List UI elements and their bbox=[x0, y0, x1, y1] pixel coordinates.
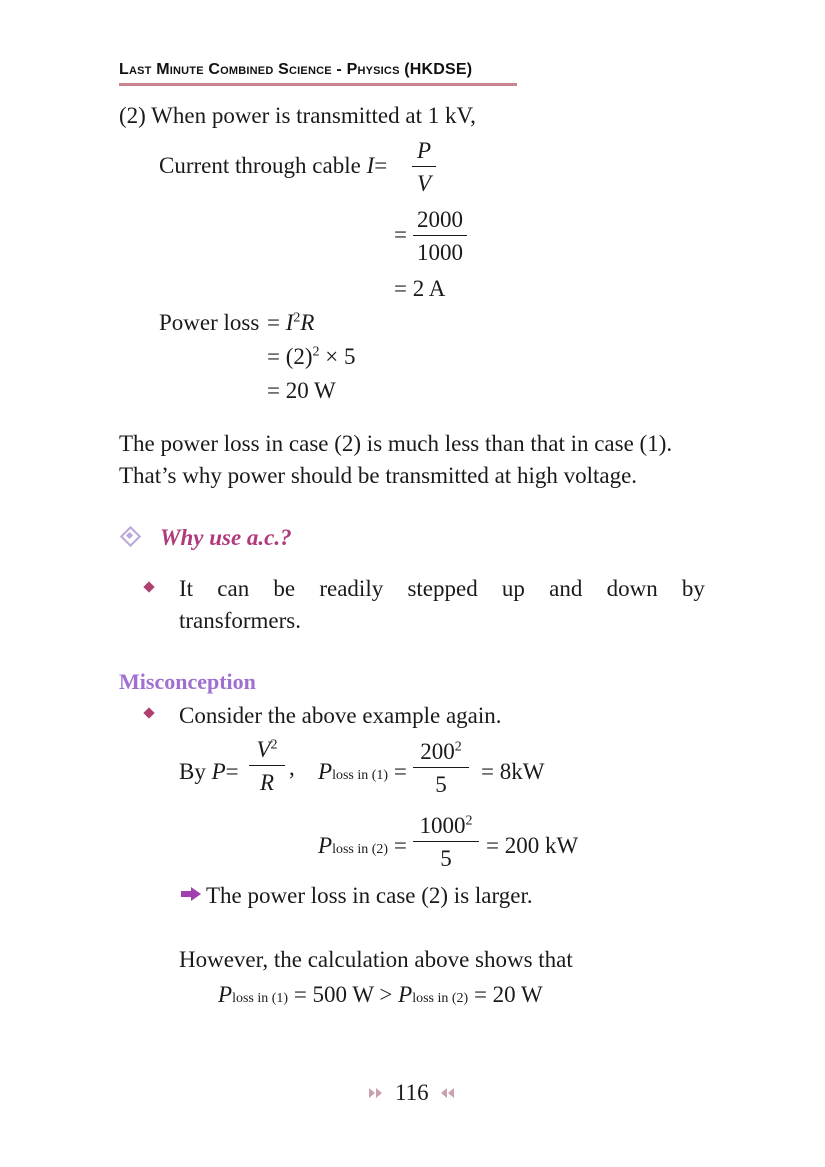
by-label: By bbox=[179, 759, 206, 784]
word: by bbox=[681, 576, 705, 601]
power-loss-line3: = 20 W bbox=[267, 378, 336, 403]
num-base: 200 bbox=[420, 739, 455, 764]
conclusion-line2: That’s why power should be transmitted at high voltage. bbox=[119, 463, 638, 488]
by-p-eq bbox=[179, 760, 239, 783]
word: and bbox=[549, 576, 583, 601]
final-eq2: = 20 W bbox=[468, 982, 543, 1007]
ploss2-sub: loss in (2) bbox=[412, 991, 469, 1006]
comma: , bbox=[289, 755, 295, 780]
bullet-diamond-icon bbox=[143, 707, 154, 718]
frac-bar bbox=[412, 166, 436, 167]
misconception-heading: Misconception bbox=[119, 669, 256, 694]
word: can bbox=[217, 576, 250, 601]
why-ac-bullet-line2: transformers. bbox=[179, 608, 301, 633]
fraction-v2-over-r bbox=[249, 738, 285, 794]
frac-den: R bbox=[259, 770, 275, 795]
loss1-pre: = bbox=[267, 310, 286, 335]
loss1-var2: R bbox=[300, 310, 315, 335]
frac-bar bbox=[413, 235, 467, 236]
running-header: Last Minute Combined Science - Physics (HKDSE) bbox=[119, 61, 473, 78]
frac-bar bbox=[413, 767, 469, 768]
current-line bbox=[159, 154, 387, 177]
arrow-text: The power loss in case (2) is larger. bbox=[206, 883, 533, 908]
current-label: Current through cable bbox=[159, 153, 361, 178]
p-var: P bbox=[211, 759, 226, 784]
final-eq1: = 500 W > bbox=[288, 982, 399, 1007]
ploss1-result: = 8kW bbox=[481, 759, 545, 784]
frac-den: 5 bbox=[435, 772, 447, 797]
frac-num bbox=[413, 814, 479, 837]
ploss-var: P bbox=[398, 982, 413, 1007]
eq: = bbox=[225, 759, 239, 784]
case2-intro: (2) When power is transmitted at 1 kV, bbox=[119, 103, 476, 128]
frac-bar bbox=[249, 765, 285, 766]
word: It bbox=[179, 576, 194, 601]
eq: = bbox=[393, 759, 407, 784]
current-var: I bbox=[366, 153, 375, 178]
fraction-200sq-over-5 bbox=[413, 740, 469, 796]
conclusion-line1: The power loss in case (2) is much less than that in case (1). bbox=[119, 431, 673, 456]
ploss1-sub: loss in (1) bbox=[232, 991, 289, 1006]
ploss-var: P bbox=[218, 982, 233, 1007]
misconception-bullet: Consider the above example again. bbox=[179, 703, 502, 728]
ploss-var: P bbox=[318, 833, 333, 858]
why-ac-bullet-line1 bbox=[179, 577, 705, 600]
frac-den: 1000 bbox=[417, 240, 463, 265]
power-loss-line2 bbox=[267, 345, 356, 368]
current-result: = 2 A bbox=[394, 276, 446, 301]
loss1-sup: 2 bbox=[293, 310, 301, 326]
word: readily bbox=[319, 576, 384, 601]
current-eq: = bbox=[374, 153, 388, 178]
fraction-p-over-v bbox=[412, 139, 436, 195]
footer-left-arrows-icon bbox=[439, 1087, 455, 1099]
num-sup: 2 bbox=[454, 739, 462, 755]
word: down bbox=[606, 576, 658, 601]
eq-sign-2: = bbox=[394, 222, 407, 247]
fraction-1000sq-over-5 bbox=[413, 814, 479, 870]
frac-den: V bbox=[416, 171, 432, 196]
frac-num bbox=[249, 738, 285, 761]
why-ac-heading: Why use a.c.? bbox=[160, 525, 292, 550]
bullet-diamond-icon bbox=[143, 581, 154, 592]
page-number: 116 bbox=[395, 1080, 429, 1105]
frac-num bbox=[413, 740, 469, 763]
word: up bbox=[501, 576, 525, 601]
ploss2-result: = 200 kW bbox=[486, 833, 579, 858]
loss2-post: × 5 bbox=[319, 344, 356, 369]
loss1-var: I bbox=[285, 310, 294, 335]
fraction-2000-over-1000 bbox=[413, 208, 467, 264]
power-loss-line1 bbox=[267, 311, 314, 334]
ploss-var: P bbox=[318, 759, 333, 784]
word: stepped bbox=[407, 576, 478, 601]
eq: = bbox=[393, 833, 407, 858]
ploss1-sub: loss in (1) bbox=[332, 768, 389, 783]
ploss2-label bbox=[318, 834, 407, 857]
num-sup: 2 bbox=[465, 813, 473, 829]
frac-num: P bbox=[416, 138, 432, 163]
v-var: V bbox=[256, 737, 271, 762]
frac-bar bbox=[413, 841, 479, 842]
word: be bbox=[273, 576, 296, 601]
num-base: 1000 bbox=[419, 813, 466, 838]
frac-num: 2000 bbox=[417, 207, 463, 232]
frac-den: 5 bbox=[440, 846, 452, 871]
v-sup: 2 bbox=[270, 737, 278, 753]
right-arrow-icon bbox=[180, 886, 202, 902]
header-rule bbox=[119, 83, 517, 86]
loss2-pre: = (2) bbox=[267, 344, 313, 369]
ploss2-sub: loss in (2) bbox=[332, 842, 389, 857]
loss2-sup: 2 bbox=[312, 344, 320, 360]
power-loss-label: Power loss bbox=[159, 310, 260, 335]
ploss1-label bbox=[318, 760, 407, 783]
footer-right-arrows-icon bbox=[368, 1087, 384, 1099]
however-line: However, the calculation above shows that bbox=[179, 947, 573, 972]
final-equation bbox=[218, 983, 543, 1006]
